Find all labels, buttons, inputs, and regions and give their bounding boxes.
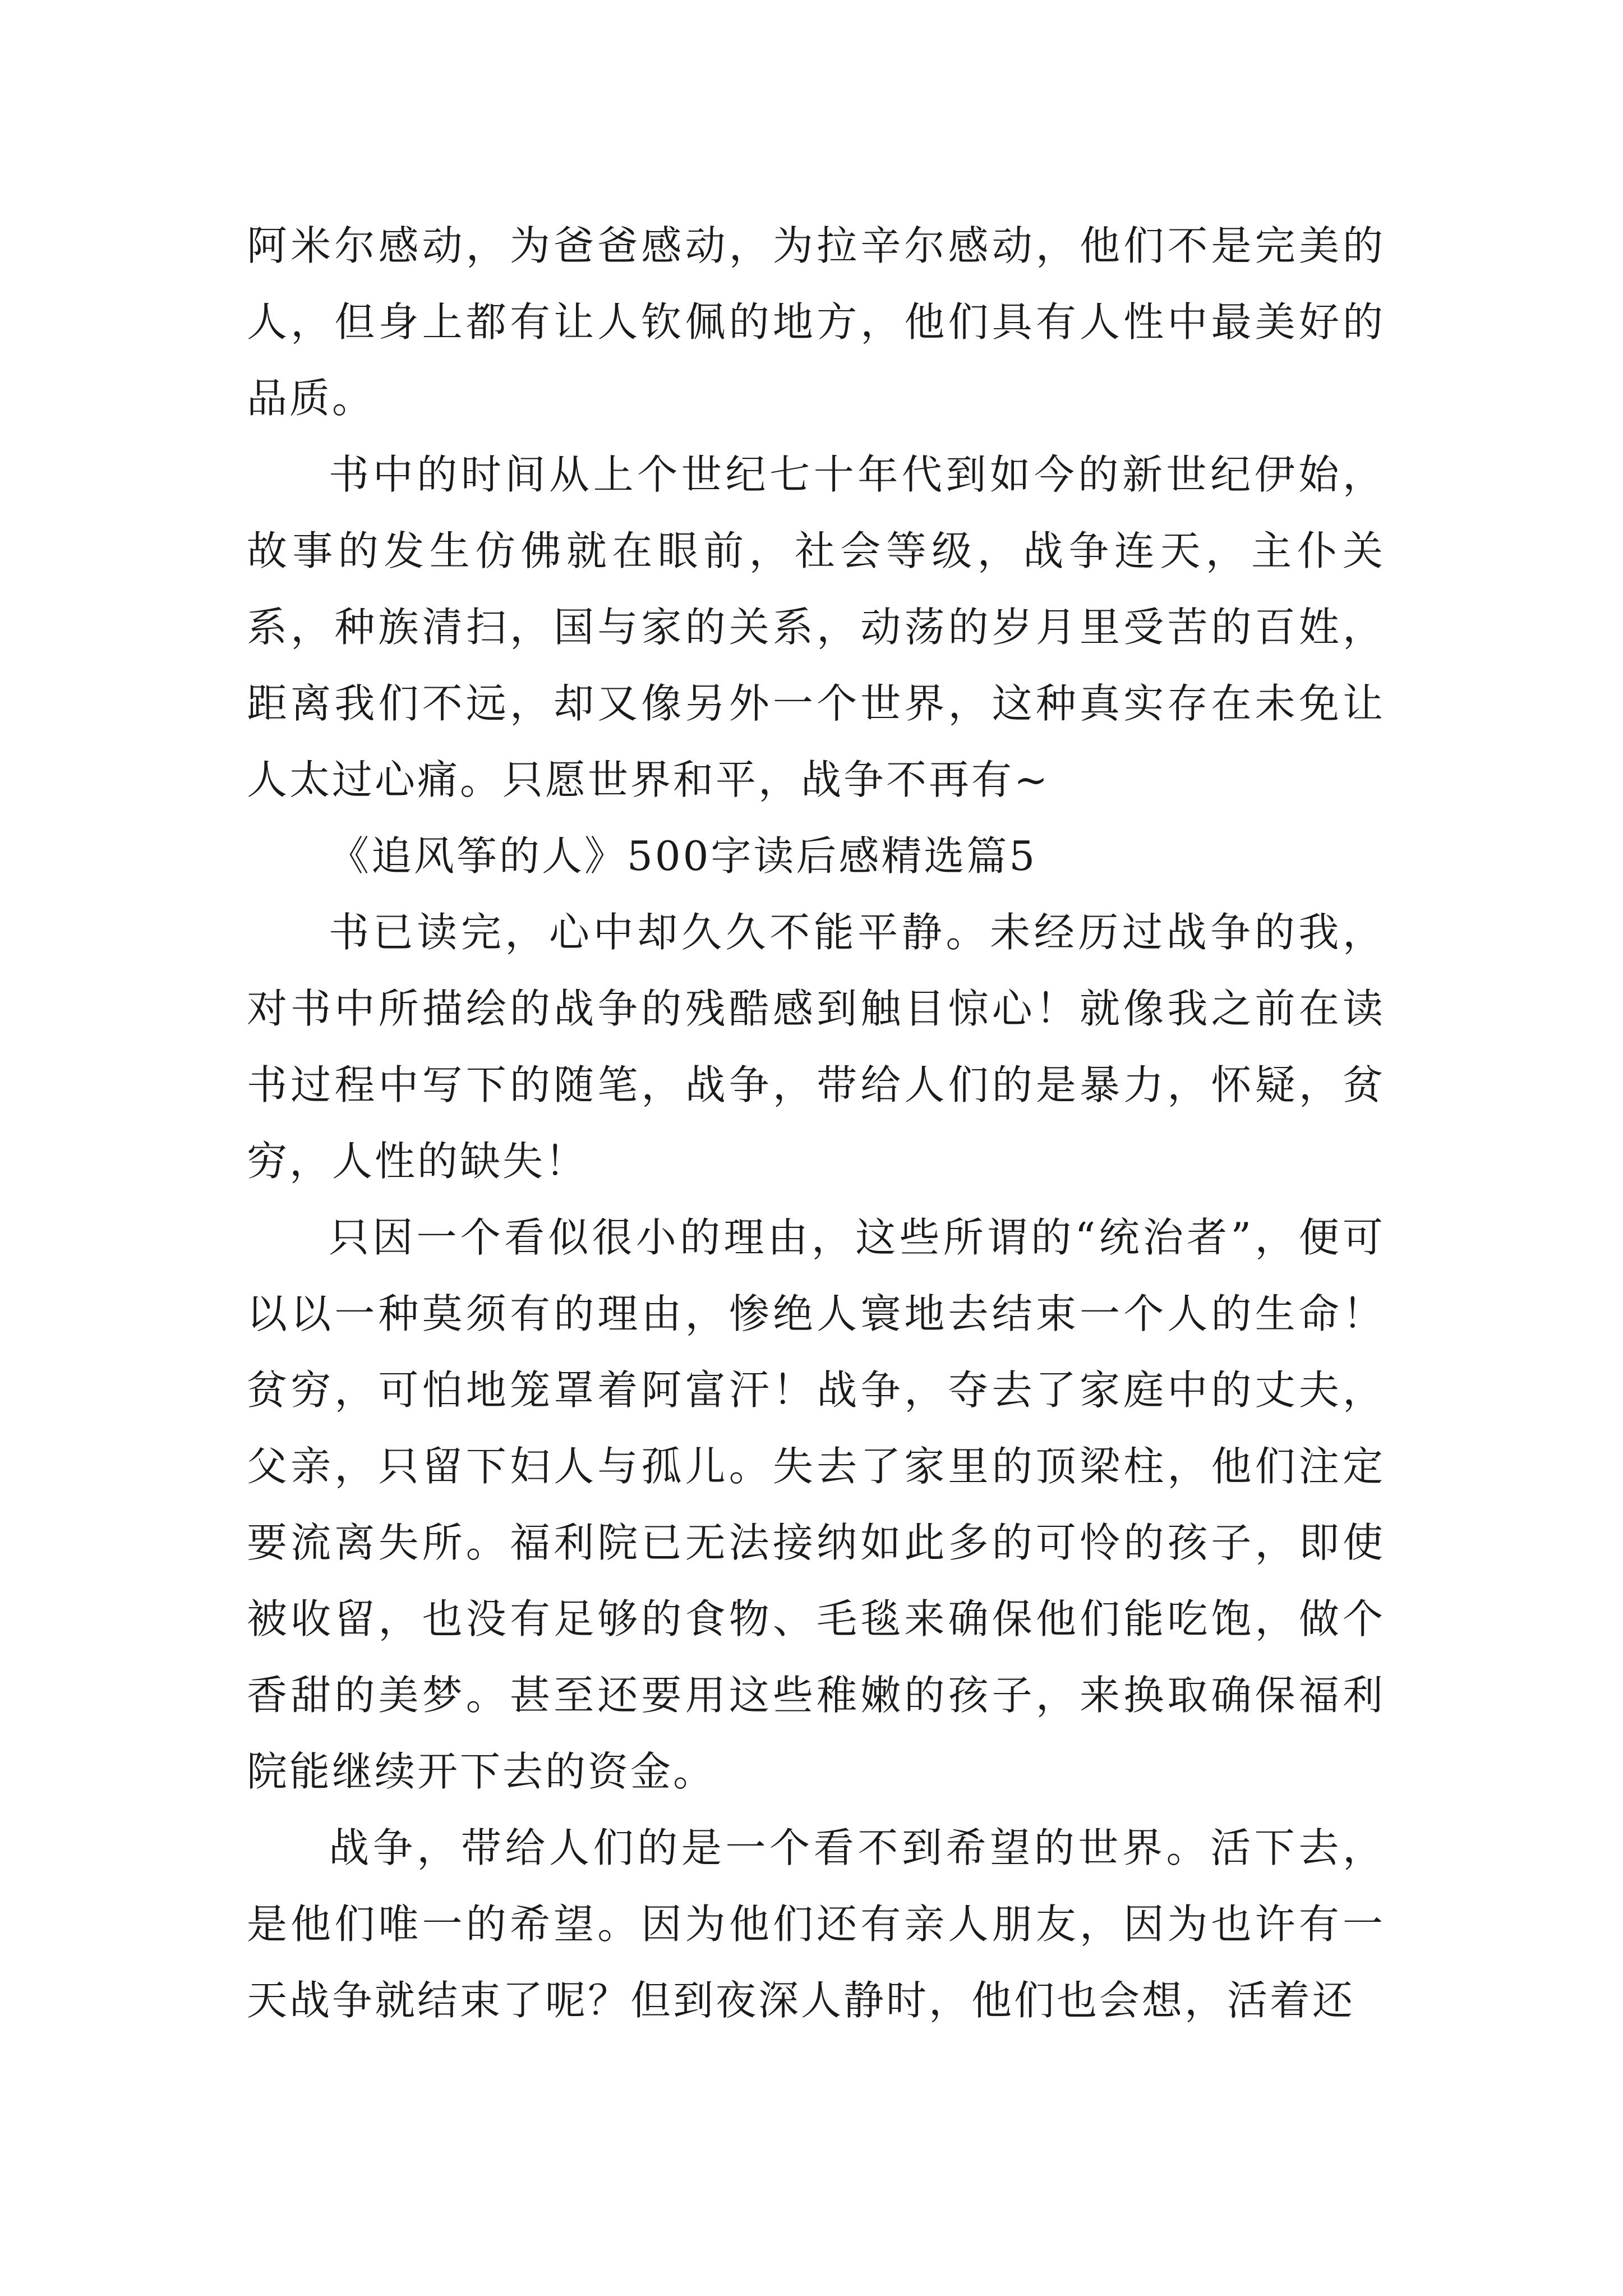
section-heading: 《追风筝的人》500字读后感精选篇5	[329, 832, 1038, 880]
paragraph-finished-reading: 书已读完，心中却久久不能平静。未经历过战争的我，对书中所描绘的战争的残酷感到触目惊心！就像我之前在读书过程中写下的随笔，战争，带给人们的是暴力，怀疑，贫穷，人性的缺失！	[247, 909, 1385, 1185]
paragraph-continuation: 阿米尔感动，为爸爸感动，为拉辛尔感动，他们不是完美的人，但身上都有让人钦佩的地方，他们具有人性中最美好的品质。	[247, 222, 1385, 422]
paragraph-rulers: 只因一个看似很小的理由，这些所谓的“统治者”，便可以以一种莫须有的理由，惨绝人寰地去结束一个人的生命！贫穷，可怕地笼罩着阿富汗！战争，夺去了家庭中的丈夫，父亲，只留下妇人与孤儿。失去了家里的顶梁柱，他们注定要流离失所。福利院已无法接纳如此多的可怜的孩子，即使被收留，也没有足够的食物、毛毯来确保他们能吃饱，做个香甜的美梦。甚至还要用这些稚嫩的孩子，来换取确保福利院能继续开下去的资金。	[247, 1214, 1385, 1795]
paragraph-hopeless-world: 战争，带给人们的是一个看不到希望的世界。活下去，是他们唯一的希望。因为他们还有亲人朋友，因为也许有一天战争就结束了呢？但到夜深人静时，他们也会想，活着还	[247, 1824, 1385, 2024]
paragraph-book-timeline: 书中的时间从上个世纪七十年代到如今的新世纪伊始，故事的发生仿佛就在眼前，社会等级，战争连天，主仆关系，种族清扫，国与家的关系，动荡的岁月里受苦的百姓，距离我们不远，却又像另外一个世界，这种真实存在未免让人太过心痛。只愿世界和平，战争不再有~	[247, 451, 1385, 803]
document-body	[247, 208, 1385, 2039]
